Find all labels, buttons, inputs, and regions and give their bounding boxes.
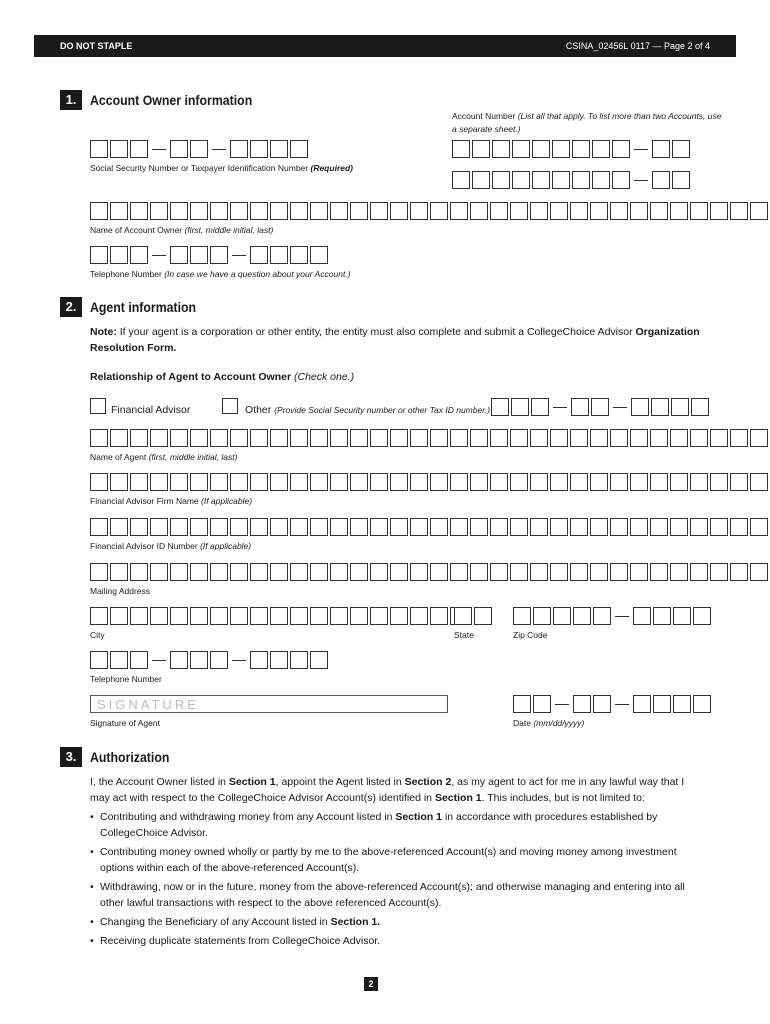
account-number-input-1[interactable] [452, 140, 692, 158]
financial-advisor-checkbox[interactable] [90, 398, 106, 414]
agent-note: Note: If your agent is a corporation or other entity, the entity must also complete and submit a CollegeChoice Advisor Organization Resolution Form. [90, 326, 700, 354]
agent-name-label: Name of Agent (first, middle initial, last) [90, 452, 238, 462]
date-input[interactable] [513, 695, 713, 713]
relationship-label: Relationship of Agent to Account Owner (Check one.) [90, 371, 355, 383]
authorization-intro: I, the Account Owner listed in Section 1, appoint the Agent listed in Section 2, as my agent to act for me in any lawful way that I may act with respect to the CollegeChoice Advisor Account(s) identified in Section 1. This includes, but is not limited to: [90, 776, 685, 804]
ssn-input[interactable] [90, 140, 310, 158]
authorization-bullet: • Contributing money owned wholly or partly by me to the above-referenced Account(s) and moving money among investment options within each of the above-referenced Account(s). [90, 844, 690, 876]
date-label: Date (mm/dd/yyyy) [513, 718, 585, 728]
authorization-bullet: • Withdrawing, now or in the future, money from the above-referenced Account(s); and otherwise managing and entering into all other lawful transactions with respect to the above referenced Account(s). [90, 879, 690, 911]
authorization-bullet: • Contributing and withdrawing money from any Account listed in Section 1 in accordance with procedures established by CollegeChoice Advisor. [90, 809, 690, 841]
account-number-label: Account Number (List all that apply. To list more than two Accounts, use a separate sheet.) [452, 111, 722, 134]
city-label: City [90, 630, 105, 640]
agent-phone-input[interactable] [90, 651, 330, 669]
owner-phone-label: Telephone Number (In case we have a question about your Account.) [90, 269, 351, 279]
agent-name-input[interactable] [90, 429, 770, 447]
section-1-title: Account Owner information [90, 92, 253, 108]
do-not-staple: DO NOT STAPLE [60, 41, 133, 51]
section-3-title: Authorization [90, 749, 170, 765]
zip-code-input[interactable] [513, 607, 713, 625]
mailing-address-label: Mailing Address [90, 586, 151, 596]
signature-field[interactable]: SIGNATURE [90, 695, 448, 713]
section-1-number: 1. [60, 90, 82, 110]
section-3-number: 3. [60, 747, 82, 767]
owner-phone-input[interactable] [90, 246, 330, 264]
state-label: State [454, 630, 474, 640]
firm-name-input[interactable] [90, 473, 770, 491]
mailing-address-input[interactable] [90, 563, 770, 581]
city-input[interactable] [90, 607, 470, 625]
owner-name-label: Name of Account Owner (first, middle initial, last) [90, 225, 274, 235]
advisor-id-label: Financial Advisor ID Number (If applicable) [90, 541, 252, 551]
owner-name-input[interactable] [90, 202, 770, 220]
other-checkbox[interactable] [222, 398, 238, 414]
other-label: Other (Provide Social Security number or other Tax ID number.) [245, 404, 490, 416]
advisor-id-input[interactable] [90, 518, 770, 536]
section-2-number: 2. [60, 297, 82, 317]
authorization-bullet: • Changing the Beneficiary of any Account listed in Section 1. [90, 914, 690, 930]
firm-name-label: Financial Advisor Firm Name (If applicable) [90, 496, 253, 506]
zip-code-label: Zip Code [513, 630, 548, 640]
agent-phone-label: Telephone Number [90, 674, 162, 684]
other-tax-id-input[interactable] [491, 398, 711, 416]
section-2-title: Agent information [90, 299, 197, 315]
state-input[interactable] [454, 607, 494, 625]
header-bar [34, 35, 736, 57]
financial-advisor-label: Financial Advisor [111, 404, 191, 416]
signature-label: Signature of Agent [90, 718, 160, 728]
ssn-label: Social Security Number or Taxpayer Identification Number (Required) [90, 163, 353, 173]
page-number: 2 [364, 977, 378, 991]
form-id-page: CSINA_02456L 0117 — Page 2 of 4 [565, 41, 710, 51]
authorization-bullet: • Receiving duplicate statements from CollegeChoice Advisor. [90, 933, 690, 949]
account-number-input-2[interactable] [452, 171, 692, 189]
authorization-text [90, 774, 690, 952]
